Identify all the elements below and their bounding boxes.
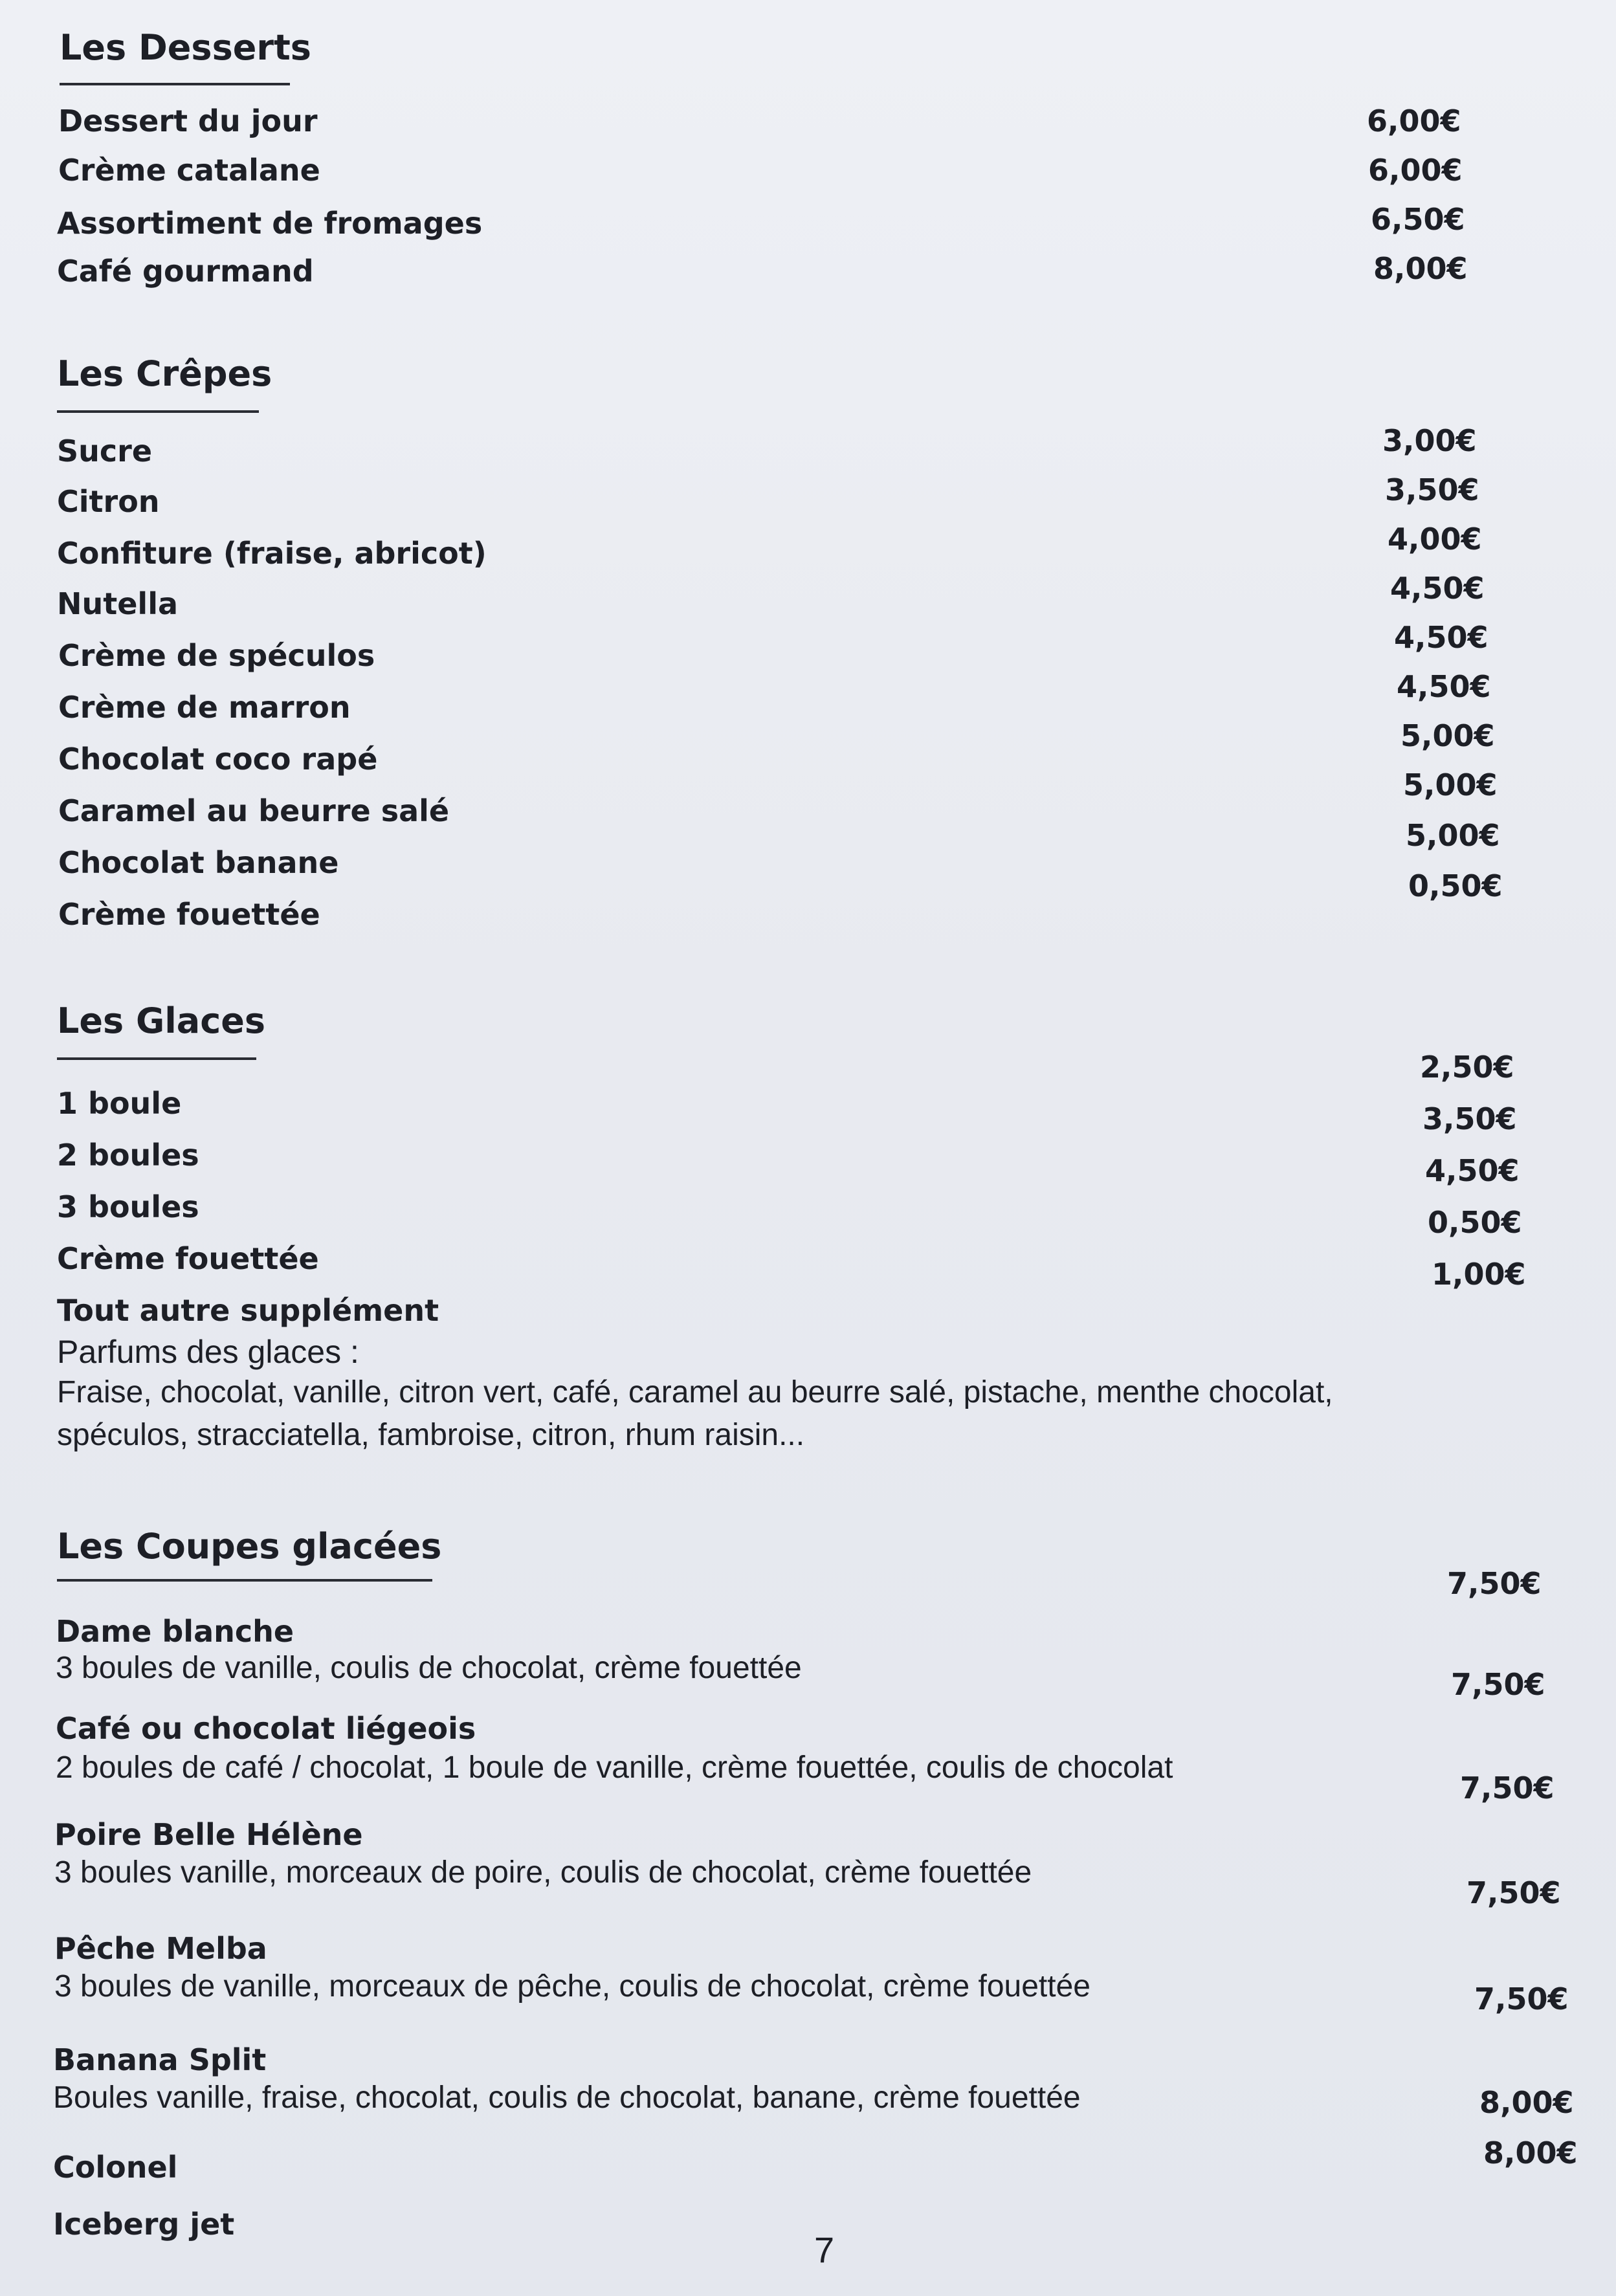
menu-item-name: 1 boule — [57, 1086, 182, 1121]
section-underline — [60, 83, 290, 85]
menu-item-price: 5,00€ — [1400, 718, 1495, 753]
menu-item-description: 3 boules vanille, morceaux de poire, coulis de chocolat, crème fouettée — [54, 1855, 1032, 1890]
menu-item-price: 7,50€ — [1451, 1667, 1545, 1702]
menu-item-price: 1,00€ — [1432, 1257, 1526, 1292]
menu-item-price: 0,50€ — [1408, 868, 1503, 903]
page-number: 7 — [814, 2229, 835, 2270]
menu-item-name: Chocolat banane — [58, 845, 339, 880]
flavours-label: Parfums des glaces : — [57, 1334, 359, 1370]
menu-item-name: Crème de spéculos — [58, 638, 375, 673]
menu-item-price: 2,50€ — [1420, 1050, 1514, 1085]
section-title-glaces: Les Glaces — [57, 1000, 266, 1041]
menu-item-price: 0,50€ — [1428, 1205, 1522, 1240]
menu-item-price: 5,00€ — [1406, 818, 1500, 853]
menu-item-price: 3,50€ — [1385, 472, 1479, 507]
flavours-list-line: spéculos, stracciatella, fambroise, citron, rhum raisin... — [57, 1418, 805, 1452]
menu-item-name: Nutella — [57, 586, 179, 621]
menu-item-price: 4,50€ — [1390, 571, 1485, 606]
menu-item-name: Citron — [57, 484, 160, 519]
menu-item-name: Caramel au beurre salé — [58, 793, 450, 828]
menu-item-name: Crème fouettée — [58, 897, 320, 932]
section-title-desserts: Les Desserts — [60, 27, 311, 68]
menu-item-name: 3 boules — [57, 1189, 199, 1224]
menu-item-name: Banana Split — [53, 2042, 267, 2077]
menu-item-name: Tout autre supplément — [57, 1293, 439, 1328]
menu-item-price: 7,50€ — [1467, 1875, 1561, 1910]
section-title-coupes: Les Coupes glacées — [57, 1526, 442, 1567]
menu-item-price: 4,50€ — [1425, 1153, 1520, 1188]
menu-item-description: 3 boules de vanille, coulis de chocolat, crème fouettée — [56, 1651, 802, 1685]
section-underline — [57, 1057, 256, 1060]
menu-item-price: 7,50€ — [1460, 1771, 1555, 1805]
menu-item-price: 7,50€ — [1474, 1981, 1569, 2016]
menu-item-name: 2 boules — [57, 1138, 199, 1173]
menu-item-name: Dame blanche — [56, 1614, 294, 1649]
menu-item-price: 8,00€ — [1373, 251, 1468, 286]
menu-item-price: 4,50€ — [1397, 669, 1491, 704]
menu-item-price: 3,00€ — [1382, 423, 1477, 458]
menu-item-name: Café gourmand — [57, 254, 314, 289]
menu-item-price: 4,50€ — [1394, 620, 1489, 655]
menu-item-price: 4,00€ — [1388, 522, 1482, 557]
menu-item-name: Dessert du jour — [58, 104, 318, 138]
menu-item-name: Pêche Melba — [54, 1931, 267, 1966]
menu-item-name: Assortiment de fromages — [57, 206, 483, 241]
menu-item-price: 7,50€ — [1447, 1566, 1542, 1601]
menu-item-name: Crème catalane — [58, 153, 320, 188]
menu-item-price: 6,50€ — [1371, 202, 1465, 237]
flavours-list-line: Fraise, chocolat, vanille, citron vert, café, caramel au beurre salé, pistache, menthe chocolat, — [57, 1375, 1333, 1409]
menu-item-name: Colonel — [53, 2150, 178, 2185]
menu-item-name: Chocolat coco rapé — [58, 742, 378, 777]
section-title-crepes: Les Crêpes — [57, 353, 272, 394]
menu-item-name: Café ou chocolat liégeois — [56, 1711, 476, 1746]
menu-item-name: Sucre — [57, 434, 153, 469]
menu-item-name: Crème fouettée — [57, 1241, 319, 1276]
menu-item-price: 5,00€ — [1403, 767, 1498, 802]
menu-item-description: 3 boules de vanille, morceaux de pêche, coulis de chocolat, crème fouettée — [54, 1969, 1090, 2003]
menu-item-name: Iceberg jet — [53, 2207, 235, 2242]
menu-item-price: 6,00€ — [1367, 104, 1461, 138]
menu-item-price: 8,00€ — [1479, 2085, 1574, 2120]
menu-item-price: 8,00€ — [1483, 2136, 1578, 2170]
menu-item-description: Boules vanille, fraise, chocolat, coulis de chocolat, banane, crème fouettée — [53, 2081, 1081, 2115]
section-underline — [57, 410, 259, 413]
menu-item-name: Poire Belle Hélène — [54, 1817, 363, 1852]
menu-item-name: Confiture (fraise, abricot) — [57, 536, 487, 571]
section-underline — [57, 1579, 432, 1582]
menu-item-description: 2 boules de café / chocolat, 1 boule de vanille, crème fouettée, coulis de chocolat — [56, 1750, 1173, 1785]
menu-item-name: Crème de marron — [58, 690, 351, 725]
menu-item-price: 6,00€ — [1368, 153, 1463, 188]
menu-item-price: 3,50€ — [1422, 1101, 1517, 1136]
